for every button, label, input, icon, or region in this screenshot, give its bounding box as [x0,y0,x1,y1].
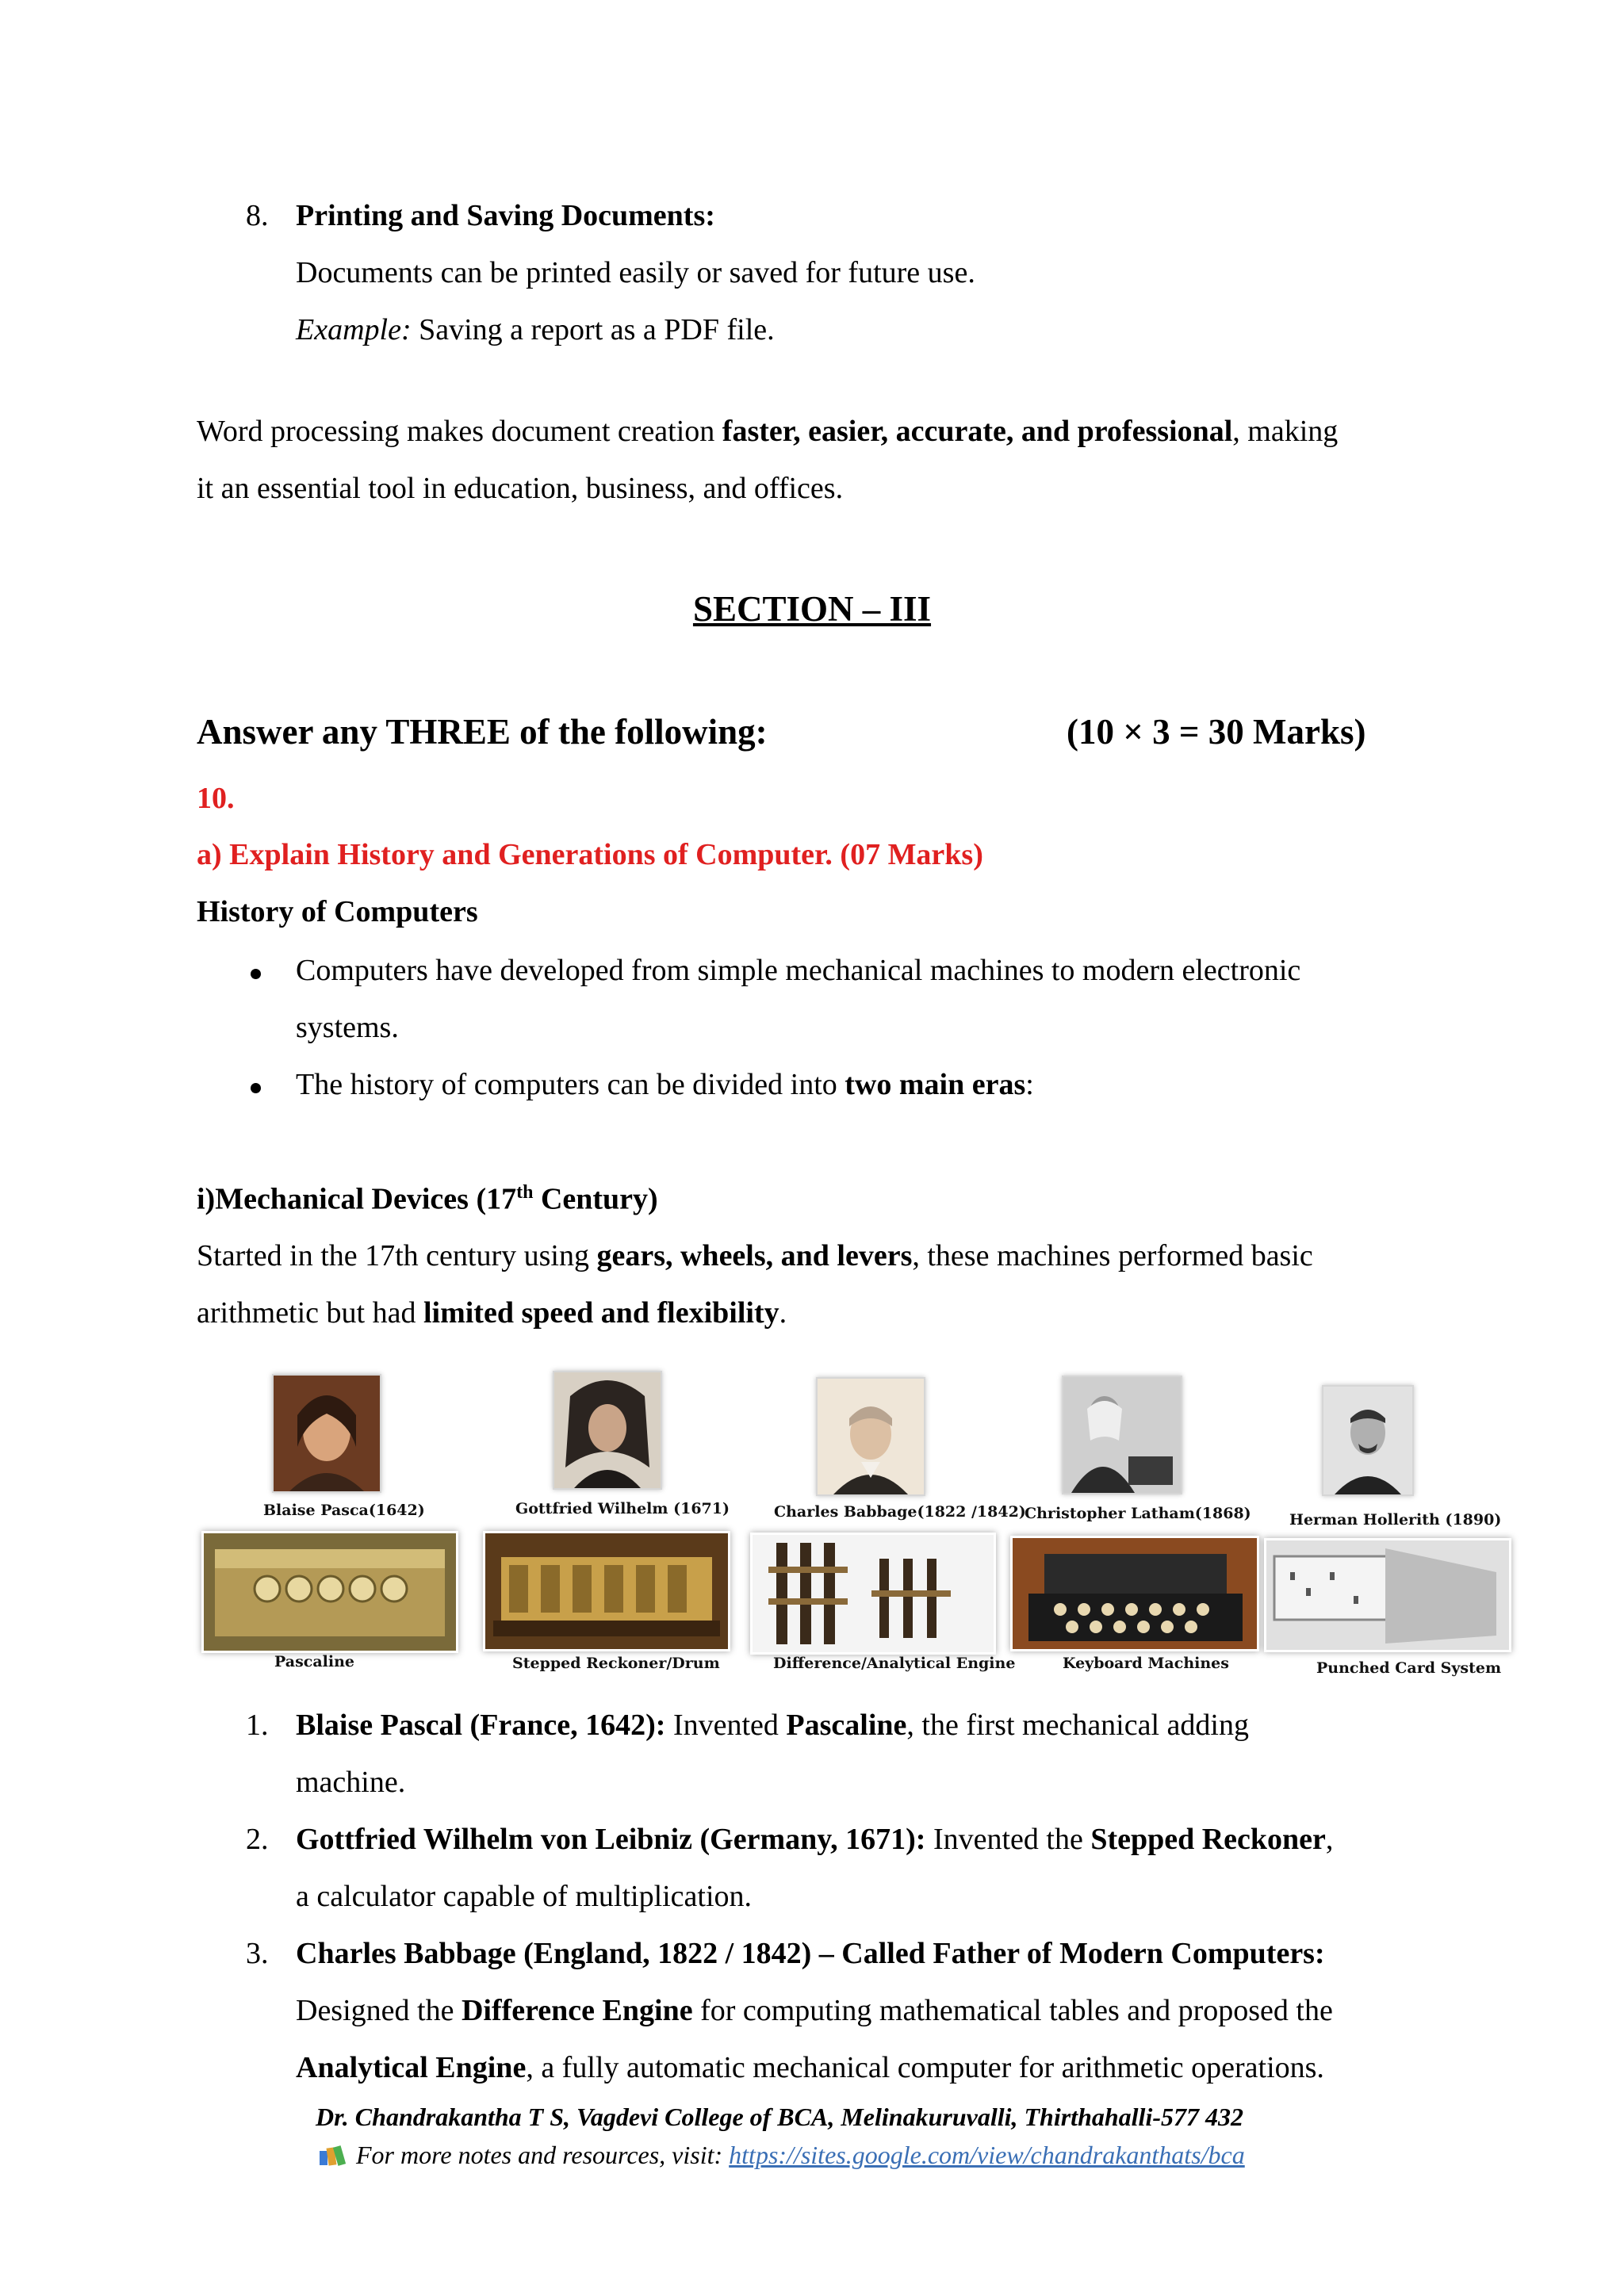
portrait-image [816,1377,925,1496]
mechanical-bold: gears, wheels, and levers [596,1239,913,1272]
device-caption: Stepped Reckoner/Drum [512,1655,720,1672]
mechanical-text-end: . [779,1296,787,1330]
device-image [1264,1538,1511,1652]
summary-bold: faster, easier, accurate, and professional [722,415,1233,448]
mechanical-heading-end: Century) [533,1182,658,1216]
portrait-caption: Charles Babbage(1822 /1842) [774,1503,1026,1521]
answer-instruction: Answer any THREE of the following: [197,712,768,752]
marks-allocation: (10 × 3 = 30 Marks) [1067,712,1366,752]
footer-resources [318,2141,1245,2173]
device-image [483,1531,730,1651]
inventor-3-device-2: Analytical Engine [296,2051,527,2084]
inventor-1 [296,1708,1249,1744]
portrait-image [1062,1376,1182,1494]
inventor-1-line-2: machine. [296,1766,406,1799]
device-image [201,1531,458,1653]
example-text: Saving a report as a PDF file. [411,313,775,346]
history-heading: History of Computers [197,895,478,928]
device-image [1010,1536,1259,1651]
mechanical-heading [197,1181,658,1218]
inventor-3-name: Charles Babbage (England, 1822 / 1842) – Called Father of Modern Computers: [296,1937,1325,1970]
device-caption: Pascaline [274,1653,355,1670]
inventor-2-name: Gottfried Wilhelm von Leibniz (Germany, 1671): [296,1823,926,1856]
inventor-3-text: Designed the [296,1994,462,2027]
mechanical-bold: limited speed and flexibility [423,1296,779,1330]
bullet-1-line-2: systems. [296,1011,399,1044]
inventor-2-text-end: , [1325,1823,1334,1856]
list-number: 3. [246,1937,269,1970]
mechanical-line-2 [197,1295,787,1332]
portrait-caption: Christopher Latham(1868) [1025,1505,1251,1522]
mechanical-line-1 [197,1238,1313,1275]
summary-line-1 [197,414,1338,450]
question-part-a: a) Explain History and Generations of Computer. (07 Marks) [197,838,983,871]
inventor-2-text: Invented the [925,1823,1091,1856]
summary-line-2: it an essential tool in education, business, and offices. [197,472,844,505]
inventor-3-device: Difference Engine [461,1994,693,2027]
portrait-image [1322,1385,1414,1496]
inventor-1-name: Blaise Pascal (France, 1642): [296,1709,666,1742]
device-caption: Keyboard Machines [1063,1655,1229,1672]
question-number: 10. [197,782,235,815]
portrait-caption: Blaise Pasca(1642) [263,1502,425,1519]
inventor-3-line-3 [296,2050,1324,2087]
device-image [750,1533,996,1655]
portrait-image [553,1371,662,1490]
portrait-image [272,1374,381,1493]
inventor-1-device: Pascaline [786,1709,907,1742]
inventor-2-line-2: a calculator capable of multiplication. [296,1880,753,1913]
item-description: Documents can be printed easily or saved for future use. [296,256,975,289]
bullet-1-line-1: Computers have developed from simple mechanical machines to modern electronic [296,954,1301,987]
bullet-icon [251,1083,261,1093]
inventor-3-line-2 [296,1993,1333,2030]
list-number: 1. [246,1709,269,1742]
list-number: 2. [246,1823,269,1856]
item-example [296,312,775,349]
bullet-icon [251,969,261,979]
mechanical-heading-text: i)Mechanical Devices (17 [197,1182,517,1216]
mechanical-text: arithmetic but had [197,1296,423,1330]
list-number: 8. [246,199,269,232]
example-label: Example: [296,313,412,346]
mechanical-text-end: , these machines performed basic [912,1239,1313,1272]
summary-text: Word processing makes document creation [197,415,722,448]
inventor-2 [296,1822,1333,1858]
bullet-2-text: The history of computers can be divided into [296,1068,845,1101]
footer-author: Dr. Chandrakantha T S, Vagdevi College of BCA, Melinakuruvalli, Thirthahalli-577 432 [316,2103,1243,2131]
device-caption: Difference/Analytical Engine [773,1655,1016,1672]
section-title: SECTION – III [692,589,932,629]
summary-text-end: , making [1232,415,1339,448]
bullet-2 [296,1067,1034,1104]
inventor-3-text-end: for computing mathematical tables and proposed the [692,1994,1333,2027]
portrait-caption: Herman Hollerith (1890) [1289,1511,1502,1529]
inventor-2-device: Stepped Reckoner [1090,1823,1326,1856]
mechanical-heading-sup: th [516,1182,534,1203]
portrait-caption: Gottfried Wilhelm (1671) [515,1500,730,1517]
inventor-1-text-end: , the first mechanical adding [906,1709,1249,1742]
mechanical-text: Started in the 17th century using [197,1239,597,1272]
bullet-2-end: : [1025,1068,1034,1101]
footer-text: For more notes and resources, visit: [356,2141,730,2169]
footer-link[interactable]: https://sites.google.com/view/chandrakanthats/bca [729,2141,1245,2169]
item-title: Printing and Saving Documents: [296,199,715,232]
bullet-2-bold: two main eras [845,1068,1026,1101]
books-icon [318,2143,347,2173]
inventor-1-text: Invented [665,1709,787,1742]
inventor-3-text-end-2: , a fully automatic mechanical computer for arithmetic operations. [526,2051,1324,2084]
device-caption: Punched Card System [1316,1659,1502,1677]
